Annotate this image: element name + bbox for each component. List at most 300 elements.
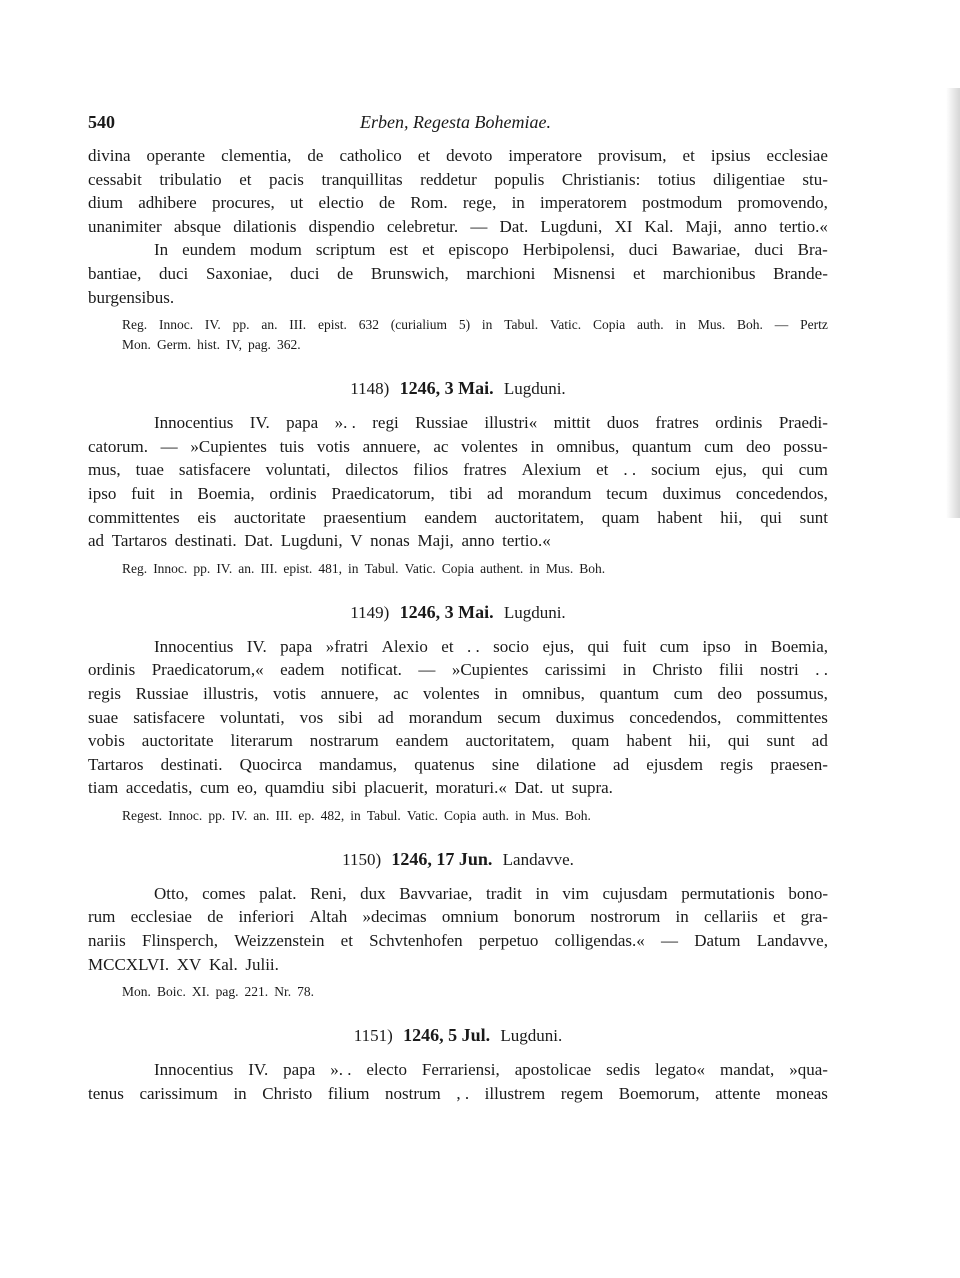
word: vos [299,707,324,727]
word: et [441,636,454,656]
word: deo [746,436,771,456]
word: rum [88,907,116,927]
word: destinati. [174,531,237,551]
word: voluntati, [265,460,331,480]
word: 362. [276,337,301,353]
word: »Cupientes [190,436,267,456]
word: . . [467,636,480,656]
word: cessabit [88,169,142,189]
word: morandum [517,483,592,503]
word: nostrarum [309,731,379,751]
word: nostrorum [590,907,661,927]
word: in [511,193,525,213]
word: Vatic. [404,560,436,576]
word: votis [316,436,350,456]
text-line [88,778,828,802]
word: fuit [622,636,647,656]
word: ad [811,731,828,751]
word: 482, [320,807,345,823]
entry-number: 1149) [350,602,390,622]
word: praesentium [323,507,407,527]
word: literarum [230,731,293,751]
word: carissimum [139,1083,218,1103]
word: committentes [88,507,180,527]
word: XI [614,216,633,236]
word: tradit [485,883,522,903]
page-edge-shadow [946,88,960,518]
text-line [88,955,828,979]
word: dux [360,883,386,903]
word: moraturi.« [435,778,507,798]
word: authent. [480,560,524,576]
word: Copia [441,560,475,576]
word: eandem [395,731,449,751]
word: perpetuo [478,931,539,951]
word: habent [657,507,703,527]
word: sunt [766,731,795,751]
text-line [88,288,828,312]
word: Landavve, [756,931,828,951]
entry-place: Lugduni. [500,1026,563,1046]
intro-section [88,146,828,357]
word: pp. [193,560,211,576]
page-header [88,112,828,138]
word: mittit [553,413,591,433]
word: et [239,169,252,189]
word: volentes [461,436,518,456]
word: Christo [262,1083,313,1103]
word: ad [486,483,504,503]
word: Datum [694,931,741,951]
word: Julii. [245,954,279,974]
word: catholico [339,146,402,165]
word: de [307,146,324,165]
word: ac [433,436,449,456]
word: cum [798,460,828,480]
word: Russiae [415,413,468,433]
word: suae [88,707,119,727]
text-line [88,437,828,461]
word: imperatore [508,146,583,165]
word: — [418,660,436,680]
word: illustris, [203,683,259,703]
word: reddetur [420,169,477,189]
word: et [340,931,353,951]
word: sibi [332,778,357,798]
word: regem [560,1083,604,1103]
word: dispendio [308,216,375,236]
word: celebretur. [386,216,459,236]
word: volentes [422,683,480,703]
word: Altah [309,907,348,927]
word: In [154,240,169,260]
word: cum [200,778,230,798]
word: Mon. [122,984,151,1000]
word: duximus [662,483,722,503]
text-line [88,708,828,732]
word: concedendos, [629,707,722,727]
word: Kal. [644,216,674,236]
word: Tabul. [366,807,401,823]
word: III. [275,807,293,823]
word: duci [290,263,320,283]
word: cum [659,636,690,656]
word: qui [761,460,784,480]
entry-heading [88,844,828,874]
word: Reni, [310,883,347,903]
word: et [596,460,609,480]
word: ipso [88,483,117,503]
word: IV. [216,560,233,576]
word: duci [754,240,784,260]
word: (curialium [390,317,447,333]
word: hii, [688,731,711,751]
word: ecclesiae [766,146,828,165]
word: ». . [330,1060,352,1080]
word: deo [717,683,742,703]
word: Nr. [274,984,292,1000]
word: in [744,636,758,656]
word: possu- [783,436,828,456]
word: quam [571,731,610,751]
word: Quocirca [239,754,302,774]
word: colligendas.« [554,931,645,951]
word: Tabul. [364,560,399,576]
word: Tartaros [111,531,168,551]
entry-date: 1246, 3 Mai. [399,378,494,399]
regest-entry [88,597,828,828]
entry-date: 1246, 17 Jun. [391,848,493,869]
word: tertio.« [779,216,828,236]
word: mandamus, [319,754,398,774]
text-line [88,264,828,288]
word: Lugduni, [540,216,603,236]
word: Kal. [208,954,238,974]
word: duci [159,263,189,283]
entry-heading [88,373,828,403]
source-citation [88,337,828,357]
word: stu- [802,169,828,189]
word: committentes [736,707,828,727]
word: ad [377,707,394,727]
word: Saxoniae, [205,263,273,283]
word: dilationis [233,216,297,236]
word: ac [393,683,409,703]
word: est [389,240,409,260]
word: Reg. [122,560,148,576]
word: Boemorum, [618,1083,700,1103]
word: permutationis [681,883,775,903]
word: apostolicae [514,1060,592,1080]
word: et [682,146,695,165]
word: de [207,907,224,927]
word: Bra- [797,240,828,260]
running-title: Erben, Regesta Bohemiae. [360,112,551,132]
word: ipso [702,636,731,656]
word: burgensibus. [88,287,175,307]
word: in [233,1083,247,1103]
text-line [88,240,828,264]
word: Herbipolensi, [522,240,615,260]
word: ad [613,754,630,774]
word: pag. [248,337,271,353]
text-line [88,413,828,437]
word: Boh. [737,317,763,333]
word: duximus [555,707,615,727]
word: IV. [246,636,267,656]
word: papa [280,636,313,656]
word: in [535,883,549,903]
word: Copia [592,317,626,333]
word: ordinis [88,660,136,680]
word: ejus, [715,460,747,480]
word: Brunswich, [370,263,449,283]
word: ut [550,778,565,798]
word: legato« [655,1060,706,1080]
word: populis [494,169,545,189]
word: cujusdam [602,883,668,903]
word: imperatorem [540,193,627,213]
word: quamdiu [264,778,325,798]
page-number: 540 [88,112,115,132]
word: MCCXLVI. [88,954,170,974]
text-line [88,1084,828,1108]
word: Boh. [565,807,591,823]
word: mus, [88,460,121,480]
word: omnibus, [556,436,620,456]
word: vobis [88,731,125,751]
word: secum [497,707,541,727]
word: Vatic. [406,807,438,823]
word: auctoritate [233,507,306,527]
word: Innoc. [153,560,188,576]
word: totius [657,169,696,189]
word: hist. [197,337,221,353]
word: praesen- [770,754,828,774]
word: bonorum [513,907,576,927]
word: in [530,436,544,456]
word: Germ. [156,337,192,353]
word: . . [623,460,637,480]
word: ad [88,531,105,551]
word: et [773,907,786,927]
word: Praedicatorum, [331,483,435,503]
word: an. [261,317,278,333]
word: votis [272,683,307,703]
word: eis [197,507,217,527]
word: duos [606,413,639,433]
word: IV. [248,1060,269,1080]
word: auth. [482,807,509,823]
word: cellariis [704,907,758,927]
word: possumus, [756,683,828,703]
word: pp. [208,807,226,823]
word: hii, [720,507,743,527]
entry-date: 1246, 5 Jul. [403,1025,491,1046]
word: nonas [370,531,410,551]
text-line [88,731,828,755]
word: annuere, [320,683,379,703]
word: marchioni [466,263,536,283]
entry-place: Landavve. [502,849,574,869]
text-line [88,660,828,684]
entries-section [88,373,828,1107]
word: adhibere [138,193,197,213]
text-line [88,484,828,508]
word: cum [704,436,734,456]
word: Christianis: [561,169,641,189]
word: Dat. [244,531,274,551]
word: satisfacere [133,707,205,727]
word: anno [461,531,495,551]
word: Innoc. [168,807,203,823]
word: filios [413,460,449,480]
word: Tartaros [88,754,144,774]
word: bantiae, [88,263,142,283]
word: »qua- [789,1060,828,1080]
word: nostri [759,660,799,680]
word: Maji, [685,216,722,236]
word: eundem [182,240,236,260]
source-citation [88,561,828,581]
word: fratres [655,413,699,433]
word: habent [626,731,672,751]
word: Dat. [499,216,529,236]
word: 632 [358,317,379,333]
word: Russiae [135,683,189,703]
word: ut [289,193,304,213]
word: omnibus, [522,683,585,703]
word: illustri« [484,413,538,433]
word: III. [260,560,278,576]
word: Boemia, [770,636,828,656]
word: auctoritatem, [494,507,584,527]
word: duci [628,240,659,260]
word: pag. [215,984,239,1000]
word: dilatione [536,754,596,774]
word: in [529,560,540,576]
word: V [350,531,363,551]
word: illustrem [484,1083,546,1103]
text-line [88,170,828,194]
word: attente [715,1083,761,1103]
word: Mon. [122,337,151,353]
word: devoto [446,146,493,165]
word: fratres [463,460,507,480]
word: »Cupientes [451,660,529,680]
word: satisfacere [178,460,251,480]
word: tribulatio [159,169,222,189]
word: tenus [88,1083,124,1103]
word: concedendos, [735,483,828,503]
word: omnium [441,907,499,927]
word: papa [283,1060,316,1080]
word: et [422,240,435,260]
word: in [622,660,636,680]
word: et [417,146,431,165]
word: epist. [283,560,313,576]
word: clementia, [221,146,292,165]
word: annuere, [362,436,421,456]
word: ecclesiae [130,907,192,927]
word: an. [238,560,255,576]
word: eandem [424,507,478,527]
word: Rom. [410,193,448,213]
word: comes [202,883,246,903]
word: Reg. [122,317,148,333]
word: dium [88,193,123,213]
word: sunt [799,507,828,527]
word: ejus, [542,636,575,656]
word: tranquillitas [321,169,403,189]
word: filii [718,660,744,680]
word: in [169,483,183,503]
word: in [675,317,686,333]
word: Ferrariensi, [421,1060,500,1080]
word: mandat, [719,1060,775,1080]
word: — [774,317,789,333]
word: papa [286,413,319,433]
word: carissimi [544,660,607,680]
text-line [88,193,828,217]
word: Mus. [531,807,559,823]
word: Innocentius [154,636,234,656]
entry-place: Lugduni. [503,379,566,399]
text-line [88,907,828,931]
regest-entry [88,1020,828,1107]
word: tuis [279,436,305,456]
word: moneas [775,1083,828,1103]
entry-date: 1246, 3 Mai. [399,601,494,622]
word: nariis [88,931,126,951]
regest-entry [88,844,828,1004]
word: divina [88,146,131,165]
word: sine [491,754,520,774]
text-line [88,931,828,955]
word: Copia [444,807,477,823]
word: Praedi- [778,413,828,433]
word: operante [146,146,206,165]
word: vim [562,883,589,903]
word: tertio.« [502,531,551,551]
word: unanimiter [88,216,162,236]
word: regis [720,754,754,774]
word: absque [173,216,222,236]
word: »fratri [325,636,369,656]
word: an. [253,807,270,823]
word: dilectos [345,460,399,480]
word: 5) [458,317,471,333]
word: et [632,263,646,283]
word: fuit [131,483,155,503]
word: pacis [268,169,304,189]
word: ipsius [710,146,751,165]
entry-number: 1148) [350,379,390,399]
word: regi [372,413,399,433]
entry-number: 1151) [353,1026,393,1046]
word: Dat. [514,778,544,798]
entry-number: 1150) [342,849,382,869]
text-line [88,531,828,555]
entry-heading [88,1020,828,1050]
word: Schvtenhofen [369,931,463,951]
word: morandum [408,707,483,727]
word: marchionibus [662,263,756,283]
word: III. [289,317,307,333]
word: — [660,931,678,951]
word: in [494,683,508,703]
word: IV. [231,807,248,823]
